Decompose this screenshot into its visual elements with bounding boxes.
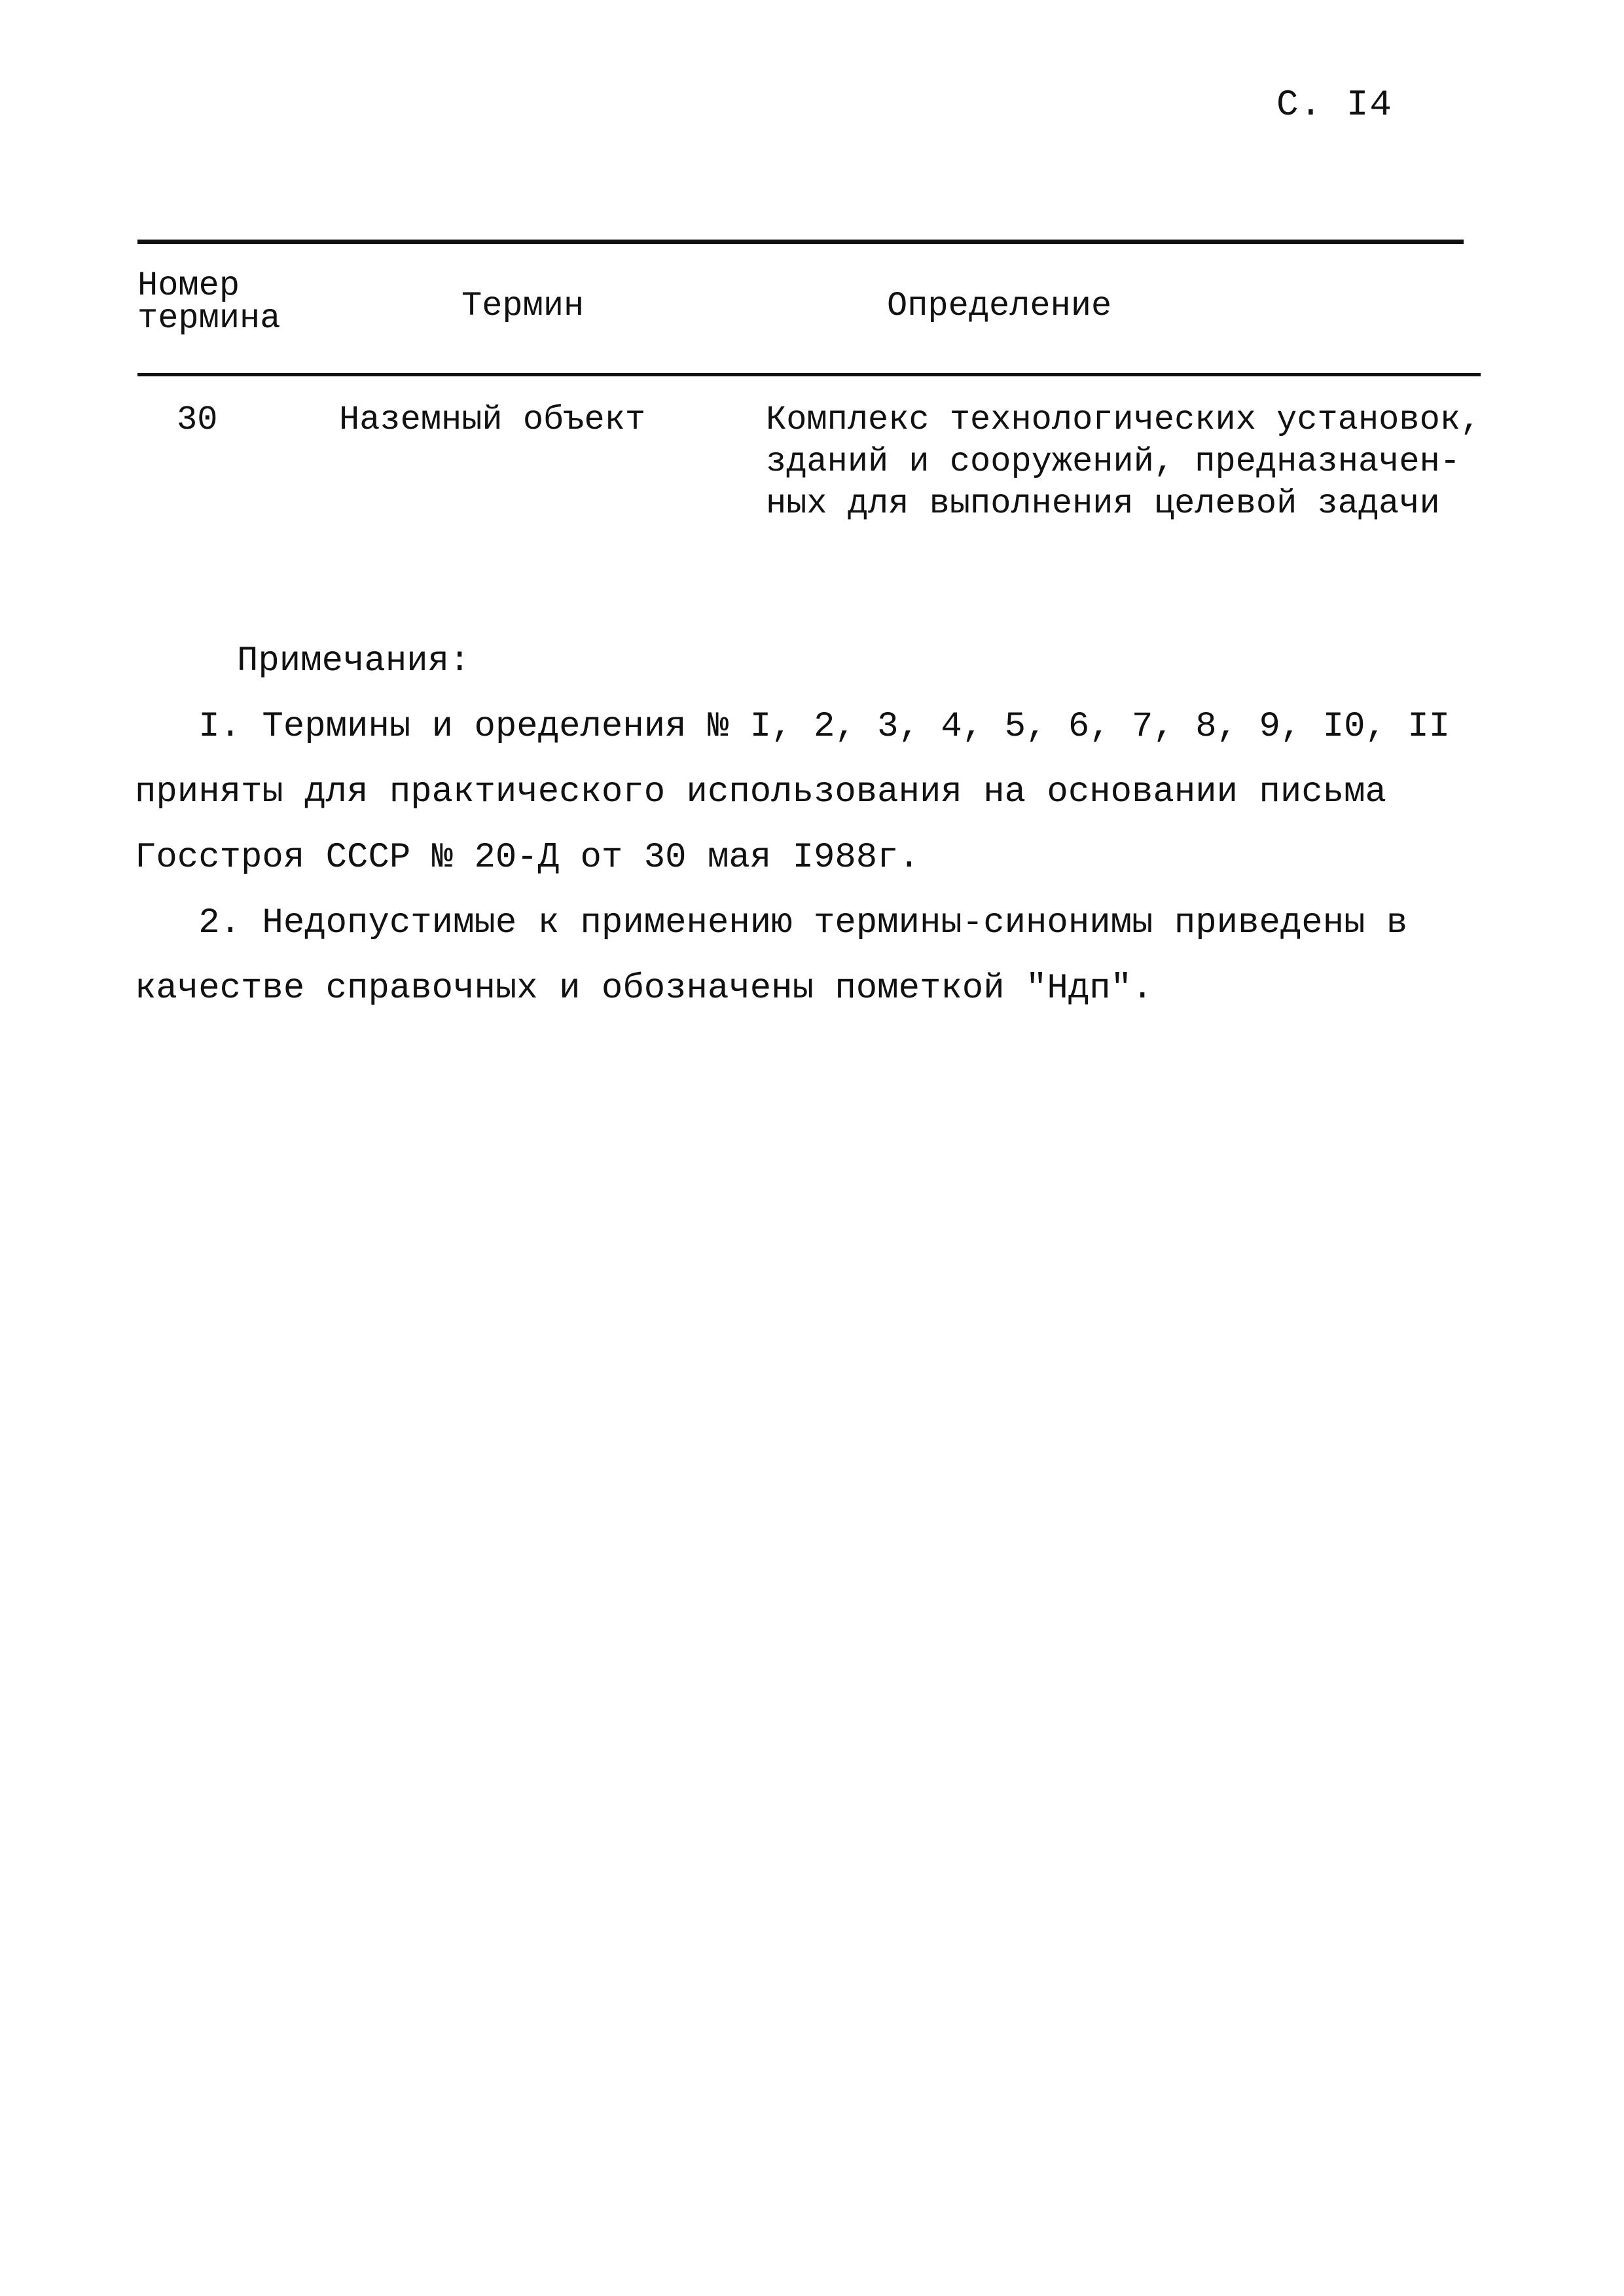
note-line: качестве справочных и обозначены пометкой "Ндп".	[135, 969, 1153, 1009]
note-line: 2. Недопустимые к применению термины-синонимы приведены в	[135, 903, 1408, 943]
page-number: С. I4	[1276, 84, 1394, 126]
table-top-rule	[137, 240, 1464, 244]
note-line: приняты для практического использования на основании письма	[135, 772, 1386, 812]
header-term-number-line2: термина	[137, 299, 281, 338]
header-term-number	[137, 266, 281, 338]
row-definition-line: Комплекс технологических установок,	[766, 401, 1481, 439]
note-line: Госстроя СССР № 20-Д от 30 мая I988г.	[135, 838, 920, 878]
header-term-number-line1: Номер	[137, 266, 240, 305]
row-definition-line: ных для выполнения целевой задачи	[766, 484, 1440, 523]
header-definition: Определение	[887, 287, 1112, 325]
row-term-number: 30	[177, 401, 218, 439]
note-line: I. Термины и оределения № I, 2, 3, 4, 5, 6, 7, 8, 9, I0, II	[135, 707, 1451, 747]
table-header-rule	[137, 373, 1481, 376]
notes-title: Примечания:	[237, 641, 471, 681]
row-definition-line: зданий и сооружений, предназначен-	[766, 442, 1460, 481]
row-definition	[766, 399, 1492, 525]
header-term: Термин	[461, 287, 585, 325]
row-term: Наземный объект	[339, 401, 646, 439]
